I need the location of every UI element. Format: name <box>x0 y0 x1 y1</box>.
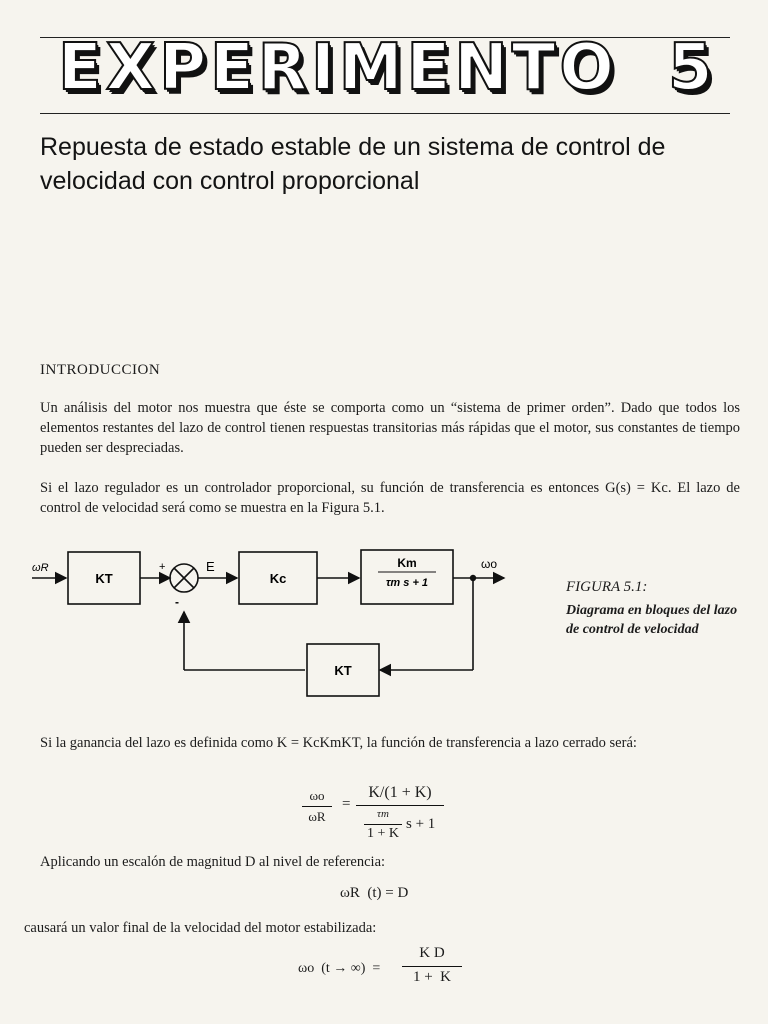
svg-text:ωR: ωR <box>32 562 49 574</box>
equation-2: ωR (t) = D <box>340 885 409 901</box>
figure-label: FIGURA 5.1: <box>566 579 648 595</box>
minus-sign: - <box>175 595 179 609</box>
eq1-rhs-den-den: 1 + K <box>366 826 399 841</box>
eq1-rhs-num: K/(1 + K) <box>368 784 432 801</box>
input-label <box>32 562 49 574</box>
kc-label: Kc <box>269 571 287 586</box>
eq1-rhs-den-tail: s + 1 <box>406 816 436 832</box>
eq1-rhs-den-num: τm <box>377 808 389 820</box>
equation-1 <box>300 784 460 846</box>
eq1-equals: = <box>342 796 351 812</box>
experiment-number: 5 <box>668 31 713 105</box>
experiment-title: EXPERIMENTO <box>58 31 618 105</box>
eq1-lhs-den: ωR <box>308 809 326 824</box>
eq1-lhs-num: ωo <box>309 788 325 803</box>
eq3-lhs: ωo (t → ∞) = <box>298 961 381 976</box>
kt-forward-label: KT <box>95 571 113 586</box>
error-label: E <box>206 559 215 574</box>
feedback-path <box>170 600 490 700</box>
page-subtitle: Repuesta de estado estable de un sistema de control de velocidad con control proporcional <box>40 133 666 195</box>
eq3-num: K D <box>419 945 445 961</box>
takeoff-point <box>470 575 476 581</box>
equation-3 <box>298 945 478 995</box>
figure-caption <box>566 578 746 639</box>
eq3-den: 1 + K <box>412 969 452 985</box>
motor-num-label: Km <box>397 556 417 570</box>
paragraph-4: Aplicando un escalón de magnitud D al nivel de referencia: <box>40 854 386 870</box>
paragraph-3: Si la ganancia del lazo es definida como K = KcKmKT, la función de transferencia a lazo cerrado será: <box>40 735 637 751</box>
motor-den-label: τm s + 1 <box>385 577 429 589</box>
section-heading: INTRODUCCION <box>40 362 161 378</box>
kt-feedback-label: KT <box>334 663 352 678</box>
bottom-rule <box>40 113 730 114</box>
plus-sign: + <box>159 561 166 573</box>
output-label: ωo <box>481 557 498 571</box>
figure-caption-text: Diagrama en bloques del lazo de control de velocidad <box>566 603 738 637</box>
paragraph-5: causará un valor final de la velocidad del motor estabilizada: <box>24 920 377 936</box>
paragraph-1: Un análisis del motor nos muestra que éste se comporta como un “sistema de primer orden”. Dado que todos los elementos restantes del lazo de control tienen respuestas transitorias más rápidas que el motor, sus constantes de tiempo pueden ser despreciadas. <box>40 400 740 456</box>
paragraph-2: Si el lazo regulador es un controlador proporcional, su función de transferencia es entonces G(s) = Kc. El lazo de control de velocidad será como se muestra en la Figura 5.1. <box>40 480 740 516</box>
